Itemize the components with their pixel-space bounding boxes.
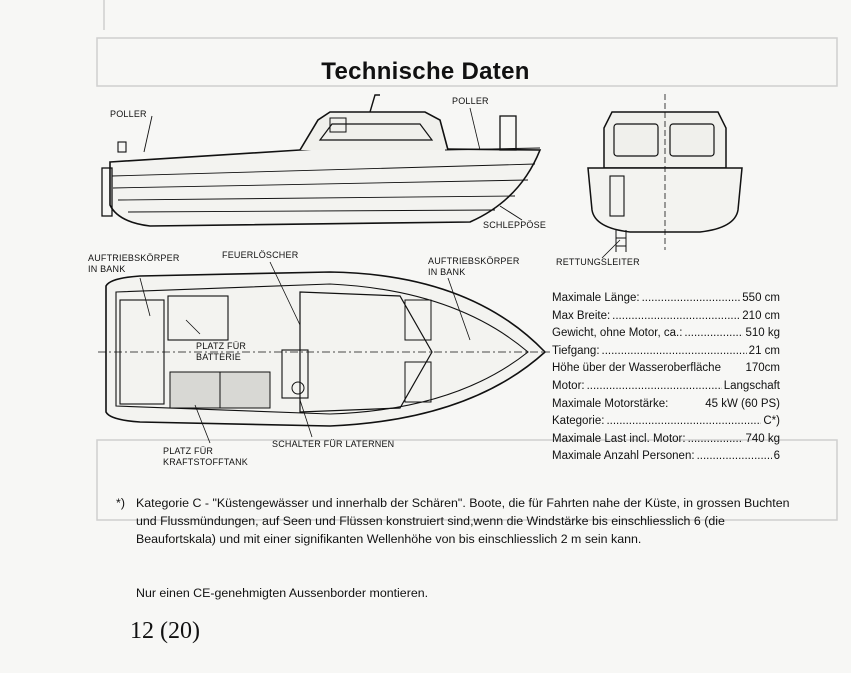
spec-row bbox=[552, 343, 780, 361]
label-poller-right: POLLER bbox=[452, 96, 489, 106]
label-auftrieb-left-1: AUFTRIEBSKÖRPER bbox=[88, 253, 180, 263]
spec-value: 510 kg bbox=[745, 327, 780, 340]
footnote-marker: *) bbox=[116, 496, 125, 510]
spec-row bbox=[552, 396, 780, 414]
page-title: Technische Daten bbox=[321, 58, 530, 85]
label-auftrieb-right-2: IN BANK bbox=[428, 267, 466, 277]
label-poller-left: POLLER bbox=[110, 109, 147, 119]
spec-value: 550 cm bbox=[742, 292, 780, 304]
page-number: 12 (20) bbox=[130, 618, 200, 644]
spec-value: 45 kW (60 PS) bbox=[705, 397, 780, 410]
spec-row bbox=[552, 448, 780, 466]
spec-label: Max Breite: bbox=[552, 309, 611, 322]
label-feuerloescher: FEUERLÖSCHER bbox=[222, 250, 299, 260]
spec-row bbox=[552, 290, 780, 308]
footnote bbox=[116, 494, 796, 548]
spec-label: Maximale Motorstärke: bbox=[552, 397, 669, 410]
spec-label: Motor: bbox=[552, 379, 585, 392]
spec-label: Gewicht, ohne Motor, ca.: bbox=[552, 327, 683, 340]
boat-top-view bbox=[98, 262, 550, 443]
spec-value: C*) bbox=[763, 415, 780, 428]
boat-side-view bbox=[102, 95, 540, 226]
spec-label: Maximale Last incl. Motor: bbox=[552, 432, 686, 445]
spec-list bbox=[552, 290, 780, 466]
spec-value: 21 cm bbox=[748, 344, 780, 357]
spec-value: Langschaft bbox=[723, 379, 780, 392]
label-rettungsleiter: RETTUNGSLEITER bbox=[556, 257, 640, 267]
spec-row bbox=[552, 325, 780, 343]
spec-row bbox=[552, 308, 780, 326]
spec-row bbox=[552, 431, 780, 449]
spec-value: 740 kg bbox=[745, 432, 780, 445]
spec-label: Kategorie: bbox=[552, 415, 605, 428]
spec-label: Maximale Länge: bbox=[552, 292, 640, 304]
label-schalter: SCHALTER FÜR LATERNEN bbox=[272, 439, 395, 449]
spec-label: Maximale Anzahl Personen: bbox=[552, 450, 695, 463]
label-batterie-1: PLATZ FÜR bbox=[196, 341, 247, 351]
spec-label: Höhe über der Wasseroberfläche bbox=[552, 362, 721, 375]
spec-row bbox=[552, 413, 780, 431]
footnote-text: Kategorie C - "Küstengewässer und innerhalb der Schären". Boote, die für Fahrten nahe der Küste, in grossen Buchten und Flussmündungen, auf Seen und Flüssen konstruiert sind,wenn die Windstärke bis einschliesslich 6 (die Beaufortskala) und mit einer signifikanten Wellenhöhe von bis einschliesslich 2 m sein kann. bbox=[136, 496, 790, 546]
label-kraftstoff-1: PLATZ FÜR bbox=[163, 446, 214, 456]
label-schleppoese: SCHLEPPÖSE bbox=[483, 220, 547, 230]
spec-label: Tiefgang: bbox=[552, 344, 600, 357]
boat-rear-view bbox=[588, 94, 742, 258]
spec-row bbox=[552, 360, 780, 378]
label-auftrieb-right-1: AUFTRIEBSKÖRPER bbox=[428, 256, 520, 266]
label-auftrieb-left-2: IN BANK bbox=[88, 264, 126, 274]
label-kraftstoff-2: KRAFTSTOFFTANK bbox=[163, 457, 248, 467]
spec-value: 210 cm bbox=[742, 309, 780, 322]
spec-value: 6 bbox=[773, 450, 780, 463]
spec-row bbox=[552, 378, 780, 396]
label-batterie-2: BATTERIE bbox=[196, 352, 241, 362]
mount-note: Nur einen CE-genehmigten Aussenborder montieren. bbox=[136, 586, 429, 600]
spec-value: 170cm bbox=[745, 362, 780, 375]
